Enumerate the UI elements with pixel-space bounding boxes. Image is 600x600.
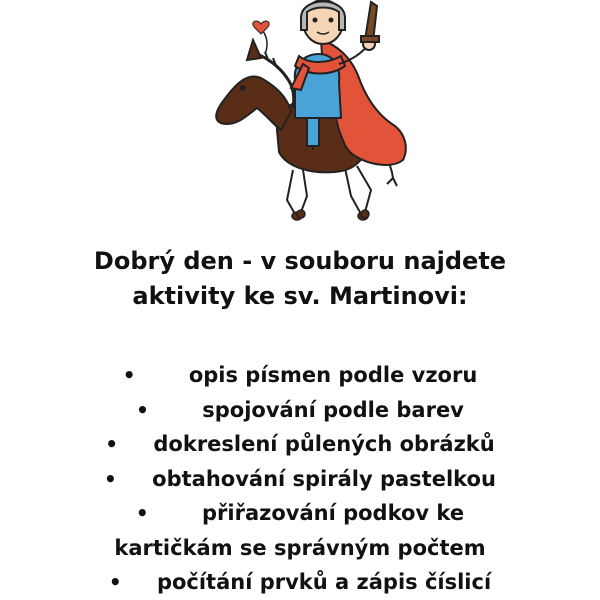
list-item xyxy=(0,393,600,428)
list-item-continuation xyxy=(0,531,600,566)
list-item xyxy=(0,565,600,600)
list-item xyxy=(0,358,600,393)
activity-label: obtahování spirály pastelkou xyxy=(152,466,496,491)
bullet: • xyxy=(104,466,117,491)
intro-heading xyxy=(0,244,600,314)
hooves xyxy=(292,210,369,220)
bullet: • xyxy=(122,363,136,387)
intro-heading-line-1: Dobrý den - v souboru najdete xyxy=(93,247,507,275)
bullet: • xyxy=(136,397,149,422)
activity-label: přiřazování podkov ke xyxy=(202,501,465,525)
horse-head xyxy=(216,76,291,130)
activity-label: počítání prvků a zápis číslicí xyxy=(156,570,492,594)
intro-heading-line-2: aktivity ke sv. Martinovi: xyxy=(132,282,468,310)
heart-icon xyxy=(253,21,269,34)
activity-label: dokreslení půlených obrázků xyxy=(153,432,495,456)
activity-label: spojování podle barev xyxy=(202,397,464,422)
activity-list xyxy=(0,358,600,600)
bullet: • xyxy=(105,432,119,456)
activity-label: opis písmen podle vzoru xyxy=(188,363,478,387)
bullet: • xyxy=(108,570,122,594)
saint-martin-on-horse-illustration xyxy=(195,0,425,238)
list-item xyxy=(0,462,600,497)
list-item xyxy=(0,496,600,531)
list-item xyxy=(0,427,600,462)
activity-label: kartičkám se správným počtem xyxy=(114,535,486,560)
bullet: • xyxy=(135,501,149,525)
